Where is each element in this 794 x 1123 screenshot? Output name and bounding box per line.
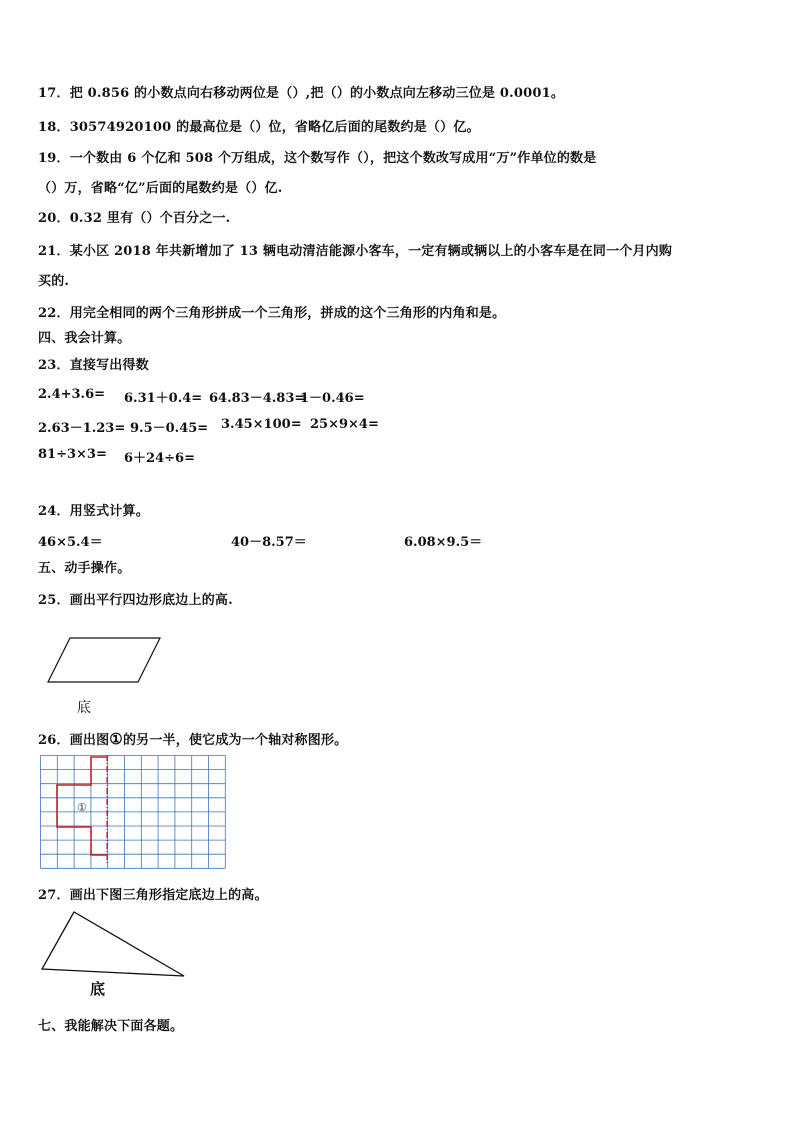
section-heading-5: 五、动手操作。 [38,561,131,576]
calc-item: 2.4+3.6= [38,387,106,402]
question-18: 18．30574920100 的最高位是（）位，省略亿后面的尾数约是（）亿。 [38,120,480,135]
question-21-line2: 买的. [38,274,70,289]
vertical-calc-item: 46×5.4＝ [38,535,103,550]
calc-item: 9.5－0.45= [130,421,209,436]
base-label: 底 [90,980,106,998]
question-25-title: 25．画出平行四边形底边上的高. [38,593,233,608]
calc-item: 3.45×100= [221,417,302,432]
calc-item: 1－0.46= [300,391,365,406]
circled-number: ① [109,730,123,748]
parallelogram-shape[interactable] [48,638,160,682]
question-19-line2: （）万，省略“亿”后面的尾数约是（）亿. [38,181,283,196]
section-heading-7: 七、我能解决下面各题。 [38,1019,184,1034]
base-label: 底 [77,700,91,716]
vertical-calc-item: 6.08×9.5＝ [404,535,483,550]
calc-item: 81÷3×3= [38,447,107,462]
question-24-title: 24．用竖式计算。 [38,504,149,519]
vertical-calc-item: 40－8.57＝ [231,535,307,550]
question-20: 20．0.32 里有（）个百分之一. [38,211,231,226]
shape-label: ① [77,801,87,814]
question-26-title: 26．画出图①的另一半，使它成为一个轴对称图形。 [38,730,348,748]
question-19-line1: 19．一个数由 6 个亿和 508 个万组成，这个数写作（），把这个数改写成用“万”作单位的数是 [38,151,597,166]
grid-lines [41,756,226,869]
triangle-shape[interactable] [42,912,184,976]
question-23-title: 23．直接写出得数 [38,358,149,373]
calc-item: 64.83－4.83= [209,391,306,406]
parallelogram-figure[interactable] [40,630,170,690]
triangle-figure[interactable] [38,908,190,980]
calc-item: 6＋24÷6= [124,451,195,466]
calc-item: 6.31＋0.4= [124,391,203,406]
question-22: 22．用完全相同的两个三角形拼成一个三角形，拼成的这个三角形的内角和是。 [38,306,506,321]
calc-item: 25×9×4= [310,417,379,432]
section-heading-4: 四、我会计算。 [38,331,131,346]
question-17: 17．把 0.856 的小数点向右移动两位是（）,把（）的小数点向左移动三位是 0.0001。 [38,86,565,101]
calc-item: 2.63－1.23= [38,421,126,436]
question-27-title: 27．画出下图三角形指定底边上的高。 [38,888,268,903]
symmetry-grid-figure[interactable] [40,755,228,870]
question-21-line1: 21．某小区 2018 年共新增加了 13 辆电动清洁能源小客车，一定有辆或辆以上的小客车是在同一个月内购 [38,244,673,259]
